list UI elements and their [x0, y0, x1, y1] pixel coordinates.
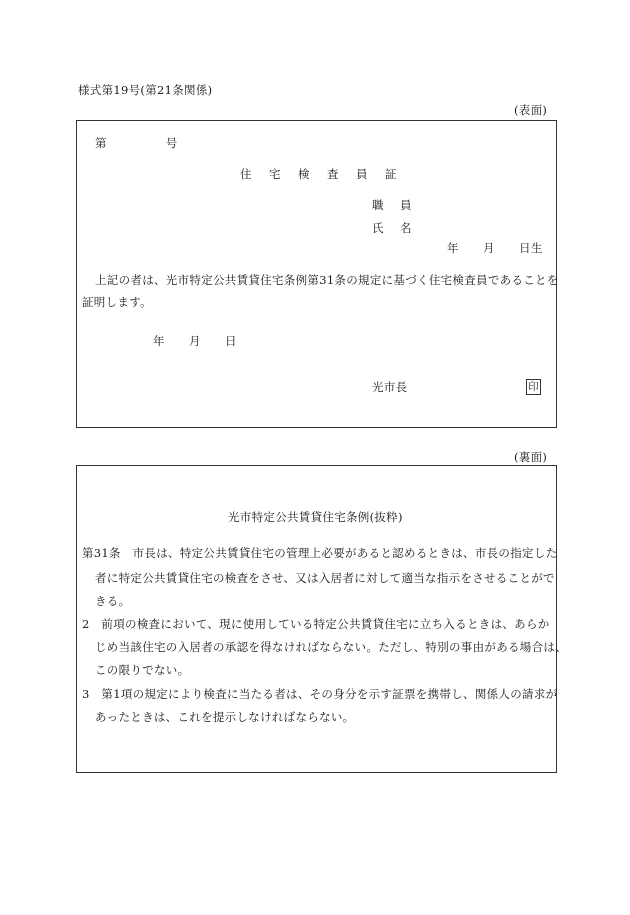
ordinance-title: 光市特定公共賃貸住宅条例(抜粋)	[228, 510, 403, 524]
issuer-name: 光市長	[372, 380, 408, 394]
name-label: 氏 名	[372, 221, 414, 235]
certification-line-2: 証明します。	[82, 295, 152, 309]
position-label: 職 員	[372, 198, 414, 212]
article-line-5: じめ当該住宅の入居者の承認を得なければならない。ただし、特別の事由がある場合は、	[95, 640, 567, 654]
certification-line-1: 上記の者は、光市特定公共賃貸住宅条例第31条の規定に基づく住宅検査員であることを	[95, 273, 559, 287]
certificate-number-line: 第 号	[95, 136, 178, 150]
article-line-3: きる。	[95, 594, 131, 608]
certificate-title: 住 宅 検 査 員 証	[240, 167, 400, 181]
article-line-6: この限りでない。	[95, 663, 190, 677]
article-line-1: 第31条 市長は、特定公共賃貸住宅の管理上必要があると認めるときは、市長の指定した	[82, 546, 558, 560]
front-side-label: (表面)	[514, 103, 548, 117]
article-line-7: 3 第1項の規定により検査に当たる者は、その身分を示す証票を携帯し、関係人の請求が	[82, 687, 558, 701]
form-number: 様式第19号(第21条関係)	[78, 83, 213, 97]
issue-date-line: 年 月 日	[153, 334, 237, 348]
article-line-8: あったときは、これを提示しなければならない。	[95, 710, 355, 724]
article-line-4: 2 前項の検査において、現に使用している特定公共賃貸住宅に立ち入るときは、あらか	[82, 617, 550, 631]
seal-stamp-box: 印	[526, 379, 541, 395]
birth-date-line: 年 月 日生	[447, 241, 543, 255]
back-side-label: (裏面)	[514, 450, 548, 464]
article-line-2: 者に特定公共賃貸住宅の検査をさせ、又は入居者に対して適当な指示をさせることがで	[95, 571, 555, 585]
